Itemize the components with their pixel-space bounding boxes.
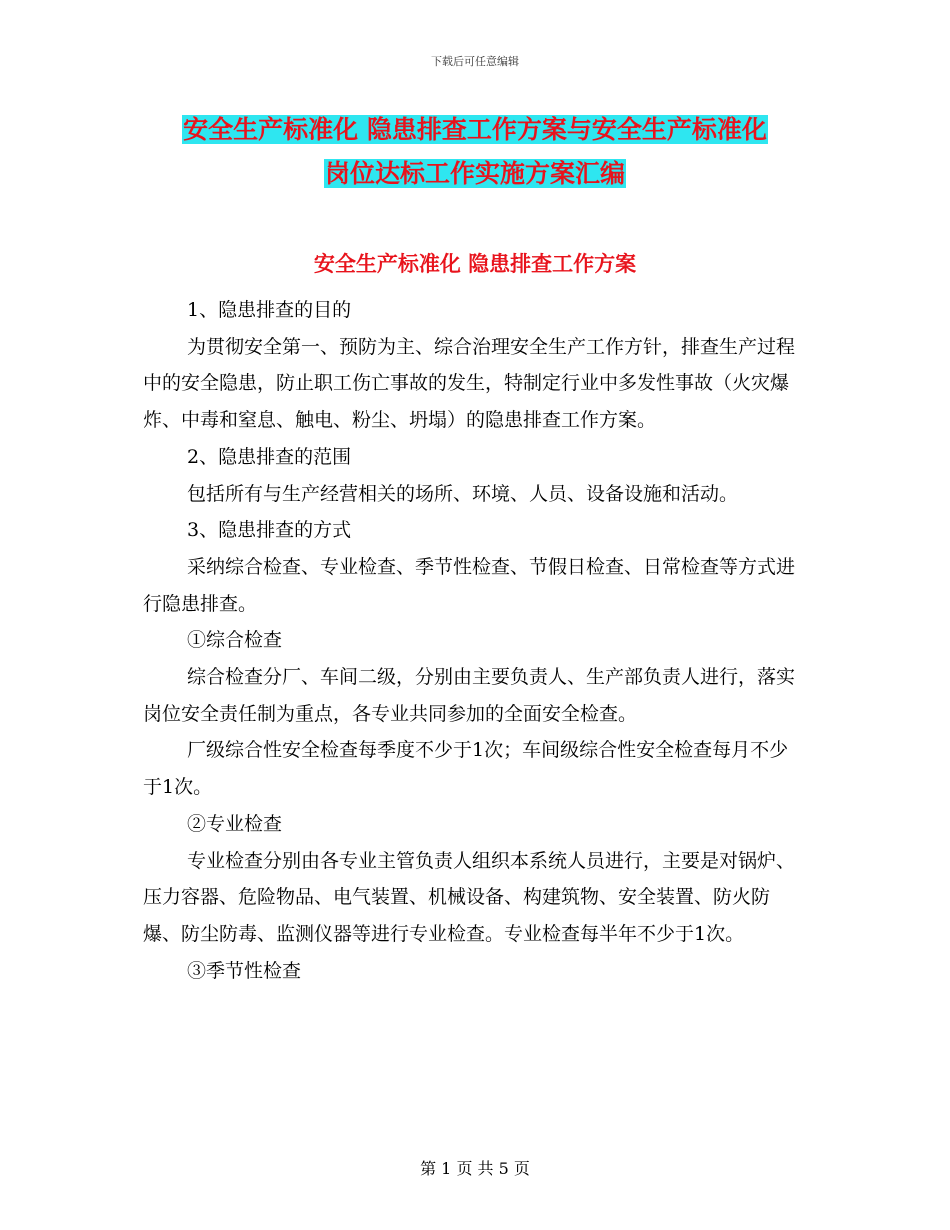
paragraph-professional-check: 专业检查分别由各专业主管负责人组织本系统人员进行，主要是对锅炉、压力容器、危险物品、电气装置、机械设备、构建筑物、安全装置、防火防爆、防尘防毒、监测仪器等进行专业检查。专业检查每半年不少于1次。 <box>143 849 796 945</box>
paragraph-comprehensive-check: 综合检查分厂、车间二级，分别由主要负责人、生产部负责人进行，落实岗位安全责任制为重点，各专业共同参加的全面安全检查。 <box>143 666 796 725</box>
document-body <box>143 292 803 989</box>
page-footer: 第 1 页 共 5 页 <box>420 1159 530 1178</box>
heading-methods: 3、隐患排查的方式 <box>187 519 352 542</box>
heading-professional-check: ②专业检查 <box>187 812 283 835</box>
paragraph-scope: 包括所有与生产经营相关的场所、环境、人员、设备设施和活动。 <box>187 482 739 505</box>
paragraph-check-frequency: 厂级综合性安全检查每季度不少于1次；车间级综合性安全检查每月不少于1次。 <box>143 739 789 799</box>
heading-scope: 2、隐患排查的范围 <box>187 445 352 468</box>
paragraph-methods: 采纳综合检查、专业检查、季节性检查、节假日检查、日常检查等方式进行隐患排查。 <box>143 555 796 615</box>
heading-seasonal-check: ③季节性检查 <box>187 959 302 982</box>
heading-comprehensive-check: ①综合检查 <box>187 629 283 652</box>
section-title: 安全生产标准化 隐患排查工作方案 <box>313 252 637 276</box>
paragraph-purpose: 为贯彻安全第一、预防为主、综合治理安全生产工作方针，排查生产过程中的安全隐患，防止职工伤亡事故的发生，特制定行业中多发性事故（火灾爆炸、中毒和窒息、触电、粉尘、坍塌）的隐患排查工作方案。 <box>143 335 796 432</box>
page-header-note: 下载后可任意编辑 <box>431 55 519 68</box>
heading-purpose: 1、隐患排查的目的 <box>187 299 352 321</box>
document-title-line-1: 安全生产标准化 隐患排查工作方案与安全生产标准化 <box>183 115 767 144</box>
document-title-line-2: 岗位达标工作实施方案汇编 <box>324 159 625 188</box>
